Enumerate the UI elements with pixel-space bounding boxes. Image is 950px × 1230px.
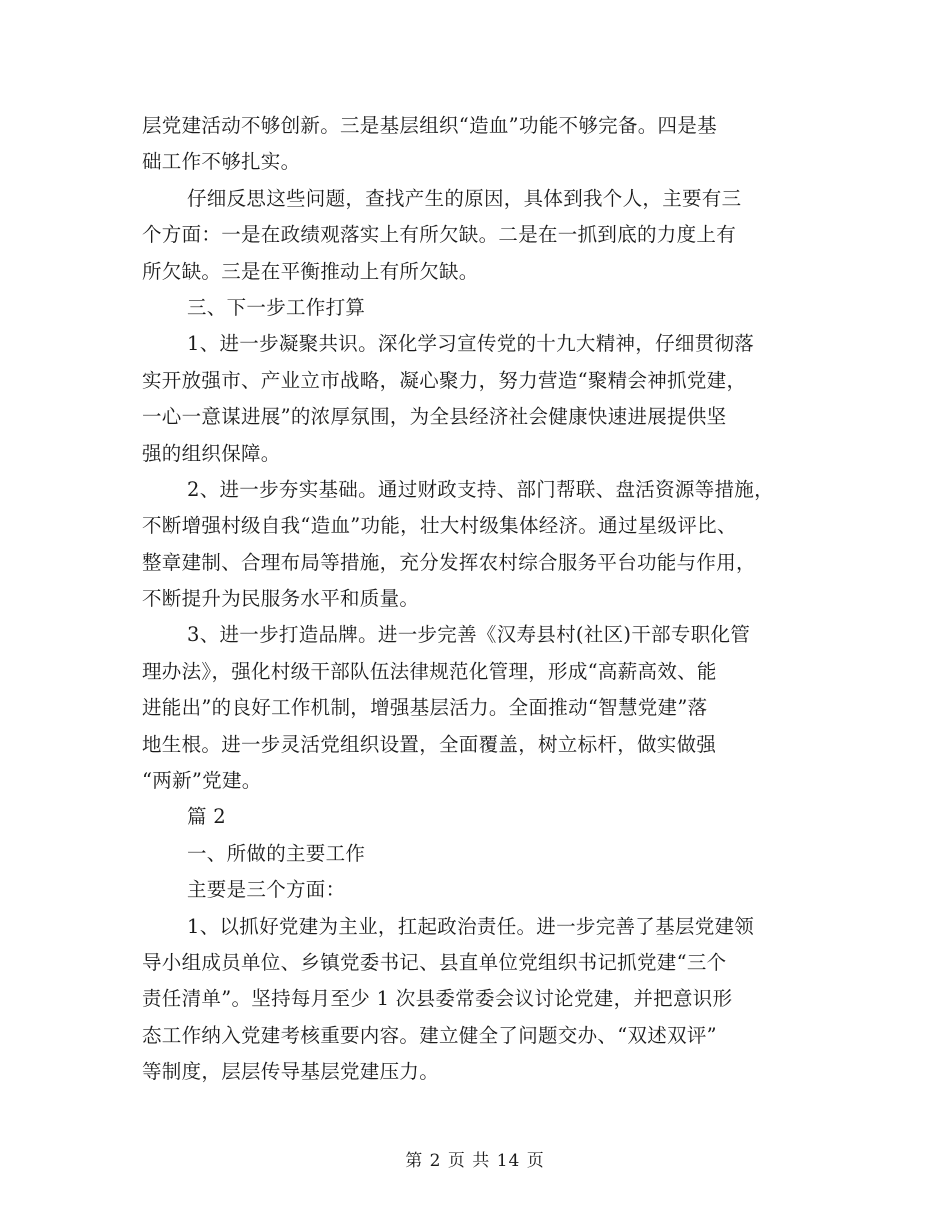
text-line: 础工作不够扎实。 [142,150,301,174]
page-number-footer: 第 2 页 共 14 页 [405,1151,545,1171]
paragraph-start-line: 主要是三个方面： [187,878,346,902]
paragraph-start-line: 2、进一步夯实基础。通过财政支持、部门帮联、盘活资源等措施， [187,477,774,501]
document-body [142,108,814,1091]
text-line: 责任清单”。坚持每月至少 1 次县委常委会议讨论党建，并把意识形 [142,987,733,1011]
text-line: 一心一意谋进展”的浓厚氛围，为全县经济社会健康快速进展提供坚 [142,405,727,429]
text-line: 地生根。进一步灵活党组织设置，全面覆盖，树立标杆，做实做强 [142,732,717,756]
text-line: 强的组织保障。 [142,441,281,465]
paragraph-start-line: 3、进一步打造品牌。进一步完善《汉寿县村(社区)干部专职化管 [187,623,751,647]
paragraph-start-line: 仔细反思这些问题，查找产生的原因，具体到我个人，主要有三 [187,186,742,210]
section-heading: 三、下一步工作打算 [187,295,366,319]
text-line: 整章建制、合理布局等措施，充分发挥农村综合服务平台功能与作用， [142,550,756,574]
text-line: 进能出”的良好工作机制，增强基层活力。全面推动“智慧党建”落 [142,696,708,720]
text-line: 个方面：一是在政绩观落实上有所欠缺。二是在一抓到底的力度上有 [142,223,737,247]
paragraph-start-line: 1、以抓好党建为主业，扛起政治责任。进一步完善了基层党建领 [187,914,755,938]
text-line: 实开放强市、产业立市战略，凝心聚力，努力营造“聚精会神抓党建， [142,368,747,392]
text-line: 等制度，层层传导基层党建压力。 [142,1060,440,1084]
text-line: 不断增强村级自我“造血”功能，壮大村级集体经济。通过星级评比、 [142,514,737,538]
paragraph-start-line: 1、进一步凝聚共识。深化学习宣传党的十九大精神，仔细贯彻落 [187,332,755,356]
text-line: 不断提升为民服务水平和质量。 [142,587,420,611]
section-heading: 一、所做的主要工作 [187,841,366,865]
text-line: 所欠缺。三是在平衡推动上有所欠缺。 [142,259,479,283]
text-line: “两新”党建。 [142,769,262,793]
text-line: 导小组成员单位、乡镇党委书记、县直单位党组织书记抓党建“三个 [142,950,727,974]
section-heading: 篇 2 [187,805,227,829]
text-line: 态工作纳入党建考核重要内容。建立健全了问题交办、“双述双评” [142,1023,717,1047]
text-line: 层党建活动不够创新。三是基层组织“造血”功能不够完备。四是基 [142,114,717,137]
text-line: 理办法》，强化村级干部队伍法律规范化管理，形成“高薪高效、能 [142,659,717,683]
